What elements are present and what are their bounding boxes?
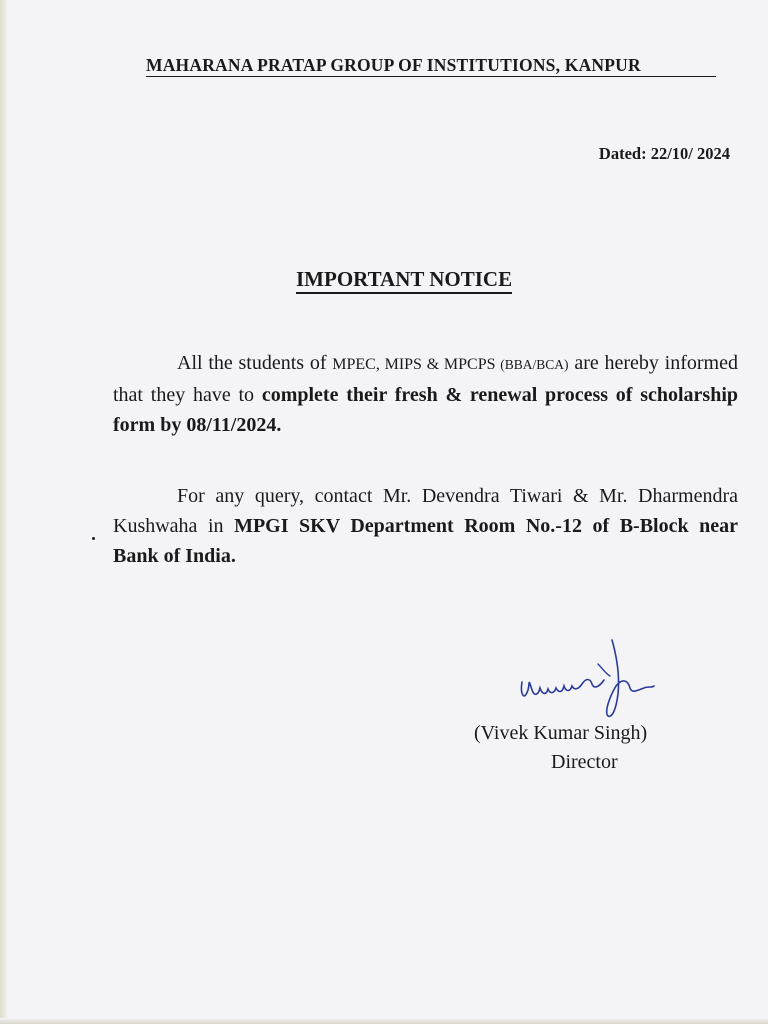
- p2-contacts: For any query, contact Mr. Devendra Tiwari & Mr. Dharmendra Kushwaha in: [113, 485, 738, 537]
- p1-deadline-text: complete their fresh & renewal process of scholarship form by 08/11/2024.: [113, 384, 739, 436]
- p1-text-2: are hereby informed that they have to: [113, 352, 738, 406]
- institution-header: MAHARANA PRATAP GROUP OF INSTITUTIONS, KANPUR: [146, 54, 716, 77]
- notice-title: IMPORTANT NOTICE: [296, 266, 512, 294]
- notice-date: Dated: 22/10/ 2024: [598, 144, 730, 163]
- p1-colleges: MPEC, MIPS & MPCPS: [332, 356, 501, 373]
- signatory-name: (Vivek Kumar Singh): [474, 722, 648, 744]
- notice-paragraph-2: [113, 481, 738, 571]
- signatory-designation: Director: [551, 751, 618, 773]
- handwritten-signature: [516, 634, 656, 724]
- p1-text-1: All the students of: [177, 352, 333, 374]
- p1-courses: (BBA/BCA): [500, 357, 569, 372]
- paper-bottom-edge: [0, 1018, 768, 1024]
- paper-left-edge: [0, 0, 8, 1024]
- p2-location: MPGI SKV Department Room No.-12 of B-Block near Bank of India.: [113, 515, 739, 567]
- notice-paragraph-1: [113, 348, 738, 440]
- ink-speck: [92, 537, 95, 540]
